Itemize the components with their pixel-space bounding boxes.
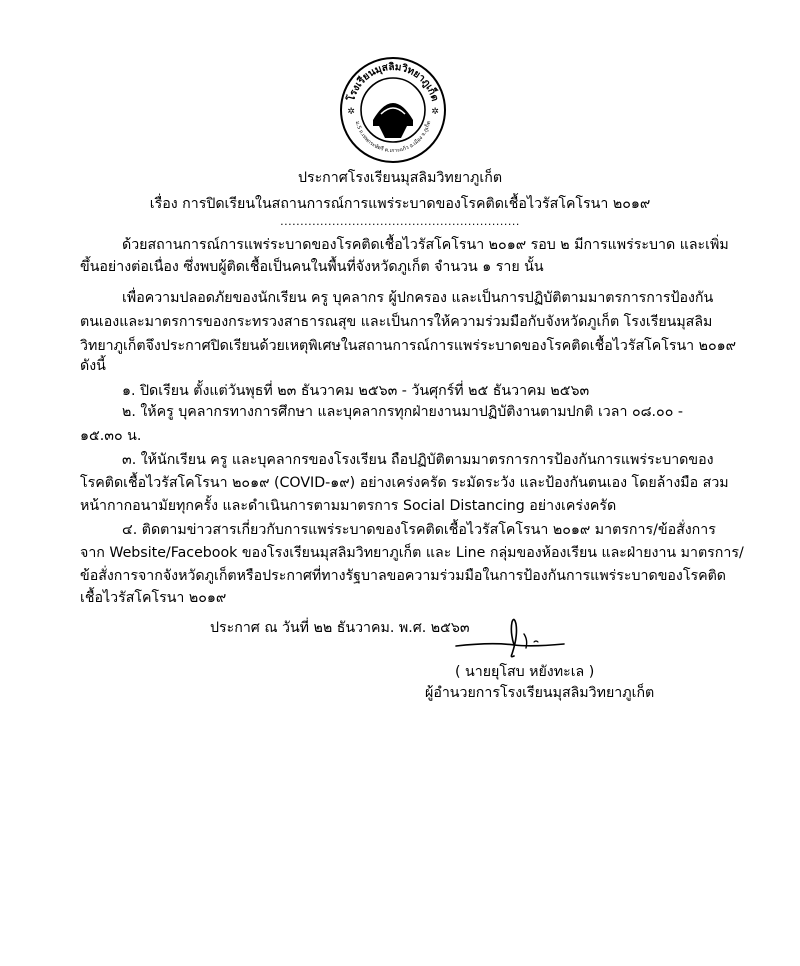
item-4-line-4: เชื้อไวรัสโคโรนา ๒๐๑๙ — [80, 590, 227, 606]
svg-text:ม.5 ถ.เทพกระษัตรี ต.เกาะแก้ว อ: ม.5 ถ.เทพกระษัตรี ต.เกาะแก้ว อ.เมือง จ.ภูเก็ต — [353, 120, 433, 155]
item-2-line-2: ๑๕.๓๐ น. — [80, 428, 142, 444]
item-3-line-2: โรคติดเชื้อไวรัสโคโรนา ๒๐๑๙ (COVID-๑๙) อย่างเคร่งครัด ระมัดระวัง และป้องกันตนเอง โดยล้างมือ สวม — [80, 475, 729, 491]
paragraph-2-line-2: ตนเองและมาตรการของกระทรวงสาธารณสุข และเป็นการให้ความร่วมมือกับจังหวัดภูเก็ต โรงเรียนมุสลิม — [80, 314, 713, 330]
svg-text:✲: ✲ — [431, 107, 439, 117]
director-signature — [452, 612, 572, 662]
item-2-line-1: ๒. ให้ครู บุคลากรทางการศึกษา และบุคลากรทุกฝ่ายงานมาปฏิบัติงานตามปกติ เวลา ๐๘.๐๐ - — [122, 404, 684, 420]
paragraph-2-line-3: วิทยาภูเก็ตจึงประกาศปิดเรียนด้วยเหตุพิเศษในสถานการณ์การแพร่ระบาดของโรคติดเชื้อไวรัสโคโรนา ๒๐๑๙ — [80, 338, 737, 354]
dotted-divider: ............................................................ — [280, 215, 520, 228]
svg-text:✲: ✲ — [347, 107, 355, 117]
svg-text:โรงเรียนมุสลิมวิทยาภูเก็ต: โรงเรียนมุสลิมวิทยาภูเก็ต — [346, 61, 440, 103]
director-name: ( นายยุโสบ หยังทะเล ) — [455, 664, 595, 680]
announcement-title: ประกาศโรงเรียนมุสลิมวิทยาภูเก็ต — [297, 170, 503, 186]
item-3-line-1: ๓. ให้นักเรียน ครู และบุคลากรของโรงเรียน ถือปฏิบัติตามมาตรการการป้องกันการแพร่ระบาดของ — [122, 452, 714, 468]
school-seal-logo — [339, 56, 447, 164]
item-4-line-1: ๔. ติดตามข่าวสารเกี่ยวกับการแพร่ระบาดของโรคติดเชื้อไวรัสโคโรนา ๒๐๑๙ มาตรการ/ข้อสั่งการ — [122, 522, 716, 538]
director-position: ผู้อำนวยการโรงเรียนมุสลิมวิทยาภูเก็ต — [425, 685, 655, 701]
paragraph-2-line-1: เพื่อความปลอดภัยของนักเรียน ครู บุคลากร ผู้ปกครอง และเป็นการปฏิบัติตามมาตรการการป้องกัน — [122, 290, 714, 306]
item-4-line-2: จาก Website/Facebook ของโรงเรียนมุสลิมวิทยาภูเก็ต และ Line กลุ่มของห้องเรียน และฝ่ายงาน มาตรการ/ — [80, 545, 744, 561]
item-3-line-3: หน้ากากอนามัยทุกครั้ง และดำเนินการตามมาตรการ Social Distancing อย่างเคร่งครัด — [80, 498, 617, 514]
announcement-date: ประกาศ ณ วันที่ ๒๒ ธันวาคม. พ.ศ. ๒๕๖๓ — [210, 620, 470, 636]
paragraph-1-line-2: ขึ้นอย่างต่อเนื่อง ซึ่งพบผู้ติดเชื้อเป็นคนในพื้นที่จังหวัดภูเก็ต จำนวน ๑ ราย นั้น — [80, 259, 544, 275]
item-4-line-3: ข้อสั่งการจากจังหวัดภูเก็ตหรือประกาศที่ทางรัฐบาลขอความร่วมมือในการป้องกันการแพร่ระบาดของโรคติด — [80, 568, 727, 584]
item-1-line-1: ๑. ปิดเรียน ตั้งแต่วันพุธที่ ๒๓ ธันวาคม ๒๕๖๓ - วันศุกร์ที่ ๒๕ ธันวาคม ๒๕๖๓ — [122, 383, 590, 399]
paragraph-2-line-4: ดังนี้ — [80, 358, 106, 374]
announcement-subject: เรื่อง การปิดเรียนในสถานการณ์การแพร่ระบาดของโรคติดเชื้อไวรัสโคโรนา ๒๐๑๙ — [149, 196, 651, 212]
paragraph-1-line-1: ด้วยสถานการณ์การแพร่ระบาดของโรคติดเชื้อไวรัสโคโรนา ๒๐๑๙ รอบ ๒ มีการแพร่ระบาด และเพิ่ม — [122, 237, 729, 253]
